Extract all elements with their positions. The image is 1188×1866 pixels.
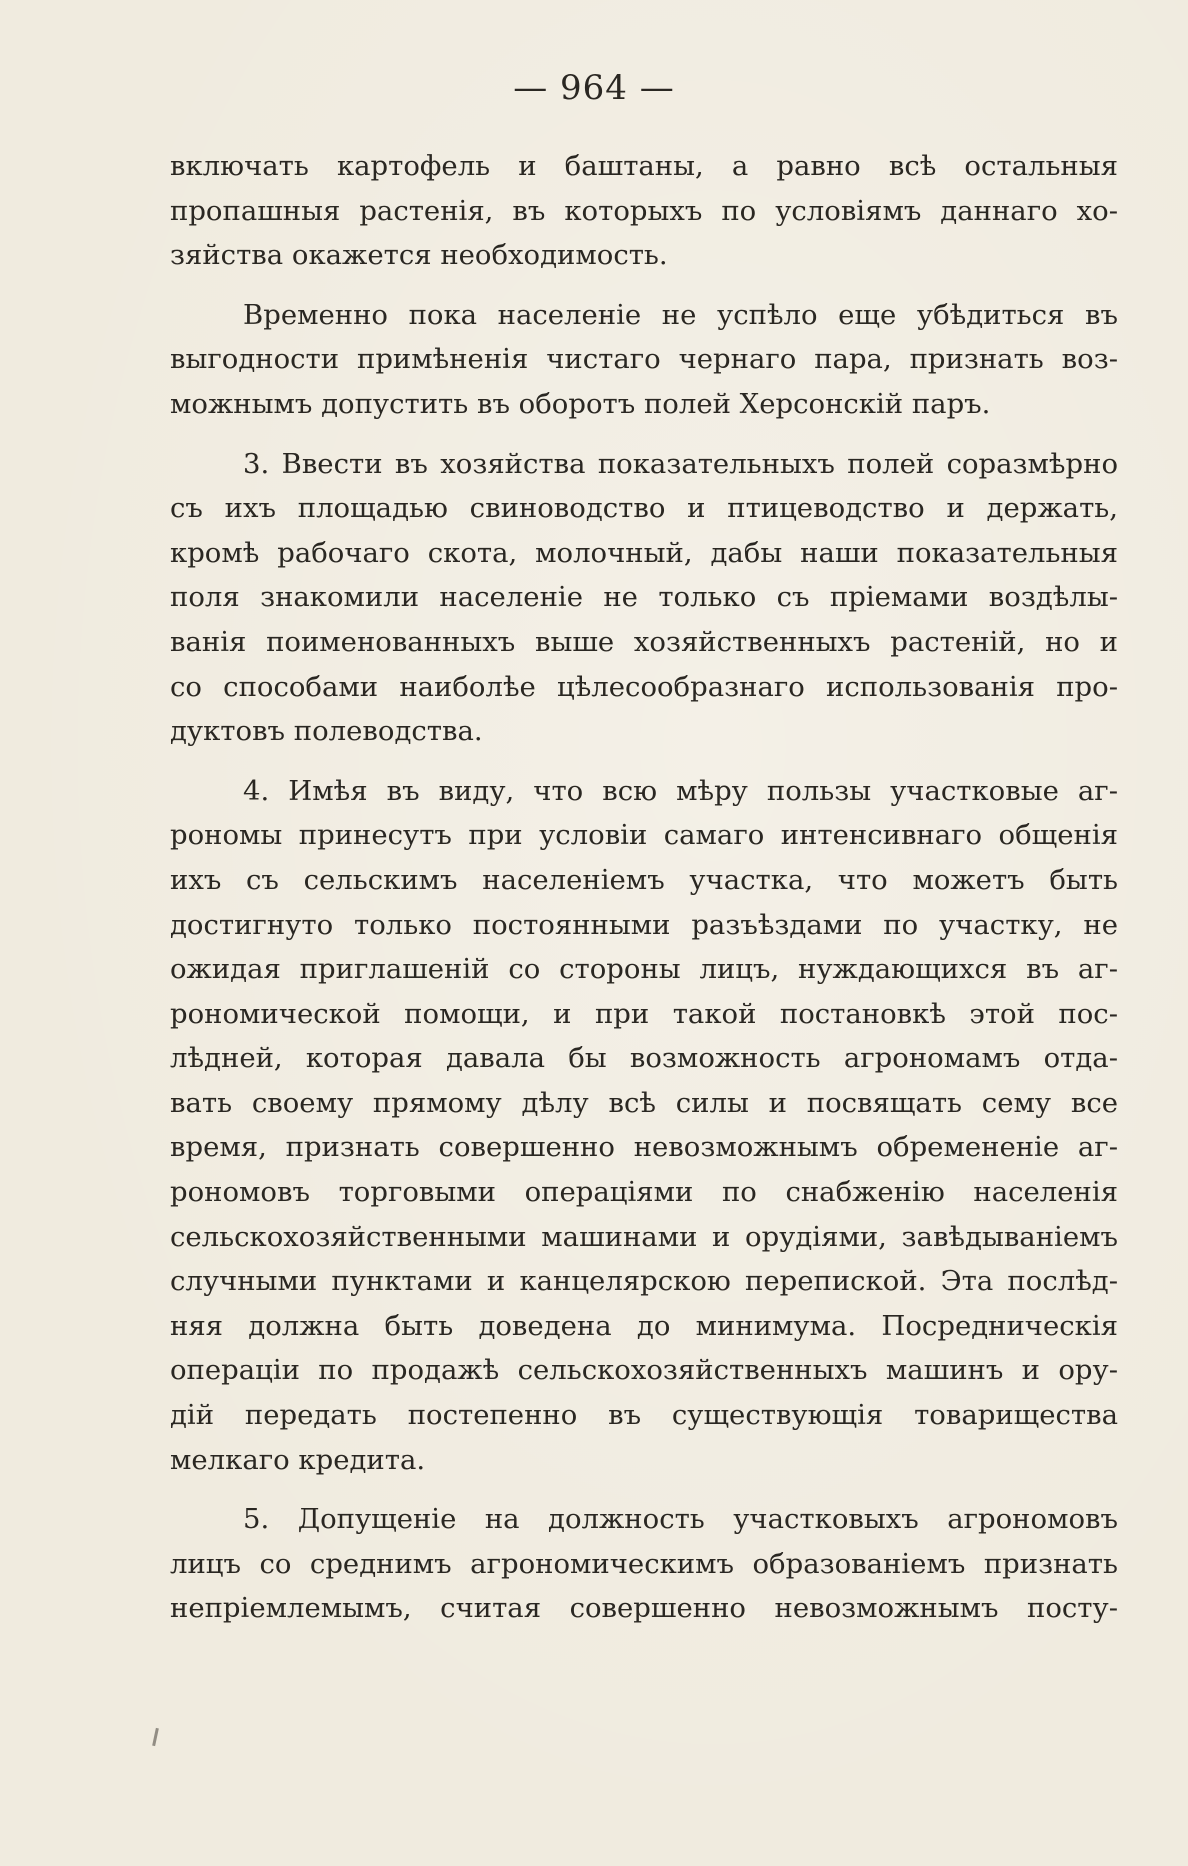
text-line: Временно пока населеніе не успѣло еще убѣдиться въ: [243, 298, 1118, 331]
text-line: зяйства окажется необходимость.: [170, 239, 668, 272]
text-line: выгодности примѣненія чистаго чернаго пара, признать воз-: [170, 343, 1118, 376]
text-line: операціи по продажѣ сельскохозяйственныхъ машинъ и ору-: [170, 1354, 1118, 1387]
text-line: достигнуто только постоянными разъѣздами по участку, не: [170, 908, 1118, 941]
text-line: няя должна быть доведена до минимума. Посредническія: [170, 1309, 1118, 1342]
text-line: лицъ со среднимъ агрономическимъ образованіемъ признать: [170, 1547, 1118, 1580]
text-line: рономической помощи, и при такой постановкѣ этой пос-: [170, 997, 1118, 1030]
text-line: съ ихъ площадью свиноводство и птицеводство и держать,: [170, 492, 1118, 525]
page-number: — 964 —: [513, 68, 675, 108]
text-line: ихъ съ сельскимъ населеніемъ участка, что можетъ быть: [170, 863, 1118, 896]
text-line: вать своему прямому дѣлу всѣ силы и посвящать сему все: [170, 1086, 1118, 1119]
text-line: со способами наиболѣе цѣлесообразнаго использованія про-: [170, 670, 1118, 703]
text-line: ожидая приглашеній со стороны лицъ, нуждающихся въ аг-: [170, 953, 1118, 986]
text-line: поля знакомили населеніе не только съ пріемами воздѣлы-: [170, 581, 1118, 614]
text-line: сельскохозяйственными машинами и орудіями, завѣдываніемъ: [170, 1220, 1118, 1253]
text-line: время, признать совершенно невозможнымъ обремененіе аг-: [170, 1131, 1118, 1164]
text-line: рономовъ торговыми операціями по снабженію населенія: [170, 1176, 1118, 1209]
text-line: 3. Ввести въ хозяйства показательныхъ полей соразмѣрно: [243, 447, 1118, 480]
paragraph-5: [170, 1497, 1118, 1631]
text-line: дій передать постепенно въ существующія товарищества: [170, 1399, 1118, 1432]
text-line: 4. Имѣя въ виду, что всю мѣру пользы участковые аг-: [243, 774, 1118, 807]
text-line: пропашныя растенія, въ которыхъ по условіямъ даннаго хо-: [170, 194, 1118, 227]
paragraph-4: [170, 769, 1118, 1483]
body-text: [170, 144, 1118, 1646]
text-line: кромѣ рабочаго скота, молочный, дабы наши показательныя: [170, 536, 1118, 569]
text-line: непріемлемымъ, считая совершенно невозможнымъ посту-: [170, 1592, 1118, 1625]
paragraph-3: [170, 442, 1118, 754]
text-line: можнымъ допустить въ оборотъ полей Херсонскій паръ.: [170, 387, 991, 420]
text-line: включать картофель и баштаны, а равно всѣ остальныя: [170, 150, 1118, 182]
text-line: рономы принесутъ при условіи самаго интенсивнаго общенія: [170, 819, 1118, 852]
text-line: ванія поименованныхъ выше хозяйственныхъ растеній, но и: [170, 625, 1118, 658]
text-line: лѣдней, которая давала бы возможность агрономамъ отда-: [170, 1042, 1118, 1075]
text-line: случными пунктами и канцелярскою перепиской. Эта послѣд-: [170, 1265, 1118, 1298]
paragraph-2: [170, 293, 1118, 427]
paragraph-1: [170, 144, 1118, 278]
ink-mark: [152, 1728, 159, 1746]
text-line: дуктовъ полеводства.: [170, 715, 483, 748]
text-line: 5. Допущеніе на должность участковыхъ агрономовъ: [243, 1503, 1118, 1536]
text-line: мелкаго кредита.: [170, 1443, 426, 1476]
